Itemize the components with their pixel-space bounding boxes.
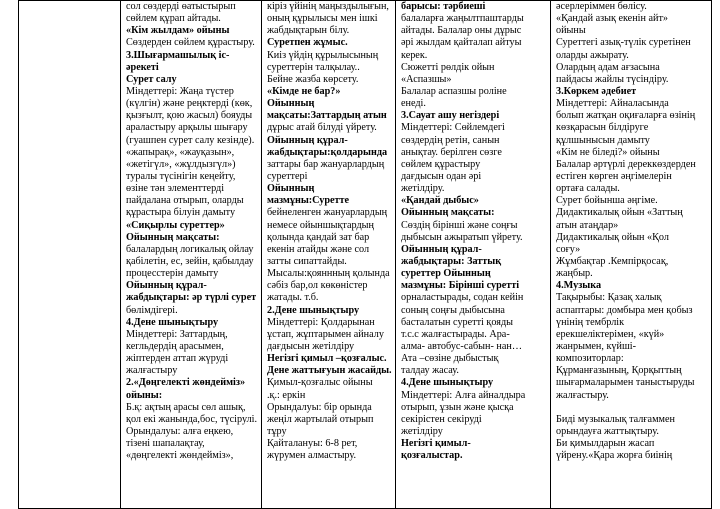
text-line: Бейне жазба көрсету.	[267, 73, 359, 85]
text-line: Сөздерден сөйлем құрастыру.	[126, 37, 255, 49]
text-line: Міндеттері: Айналасында	[556, 98, 669, 110]
text-line: т.с.с жалғастырады. Ара-	[401, 328, 510, 340]
table-cell-column-4	[396, 1, 551, 509]
text-line: талдау жасау.	[401, 365, 459, 377]
text-line: Ата –сөзіне дыбыстық	[401, 353, 499, 365]
text-line: анықтау. берілген сөзге	[401, 146, 502, 158]
text-line: жаңбыр.	[556, 268, 593, 280]
text-line: 2.«Дөңгелекті жөндейміз»	[126, 377, 246, 389]
text-line: «Кім не біледі?» ойыны	[556, 146, 660, 158]
text-line: туралы түсінігін кеңейту,	[126, 170, 236, 182]
text-line: 3.Сауат ашу негіздері	[401, 110, 500, 122]
text-line: барысы: тәрбиеші	[401, 1, 486, 12]
text-line: Қимыл-қозғалыс ойыны	[267, 377, 373, 389]
text-line	[556, 402, 708, 414]
text-line: Сурет салу	[126, 73, 177, 85]
text-line: сөздердің ретін, санын	[401, 134, 500, 146]
text-line: Қайталануы: 6-8 рет,	[267, 438, 358, 450]
text-line: әрекеті	[126, 61, 159, 73]
text-line: керек.	[401, 49, 428, 61]
text-line: аспаптары: домбыра мен қобыз	[556, 304, 693, 316]
text-line: жабдықтары:қолдарында	[267, 146, 388, 158]
text-line: әрі жылдам қайталап айтуы	[401, 37, 522, 49]
text-line: «жетігүл», «жұлдызгүл»)	[126, 158, 236, 170]
text-line: кегльдердің арасымен,	[126, 340, 224, 352]
text-line: пайдасы жайлы түсіндіру.	[556, 73, 669, 85]
text-line: сөйлем құрастыру	[401, 158, 481, 170]
text-line: сөйлем құрап айтады.	[126, 13, 221, 25]
text-line: Орындалуы: алға еңкею,	[126, 425, 234, 437]
text-line: мақсаты:Заттардың атын	[267, 110, 387, 122]
text-line: кіріз үйінің маңыздылығын,	[267, 1, 389, 12]
text-line: Балалар аспазшы роліне	[401, 85, 507, 97]
text-line: естіген көрген әңгімелерін	[556, 170, 672, 182]
table-row	[19, 1, 712, 509]
table-cell-column-5	[551, 1, 712, 509]
text-line: 4.Дене шынықтыру	[126, 316, 219, 328]
text-line: бейнеленген жануарлардың	[267, 207, 388, 219]
table-cell-column-2	[121, 1, 262, 509]
text-line: (күлгін) және реңктерді (көк,	[126, 98, 253, 110]
text-line: құлшынысын дамыту	[556, 134, 650, 146]
text-line: балаларға жаңылтпаштарды	[401, 13, 524, 25]
text-line: Биді музыкалық талғаммен	[556, 413, 675, 425]
text-line: суреттер Ойынның	[401, 268, 491, 280]
text-line: Олардың адам ағзасына	[556, 61, 660, 73]
text-line: Міндеттері: Заттардың,	[126, 328, 228, 340]
text-line: Ойынның құрал-	[267, 134, 348, 146]
text-line: суреттерін талқылау..	[267, 61, 360, 73]
text-line: Мысалы:қояннның қолында	[267, 268, 390, 280]
text-line: жанрымен, күйші-	[556, 340, 637, 352]
text-line: алма- автобус-сабын- нан…	[401, 340, 523, 352]
text-line: қозғалыстар.	[401, 450, 463, 462]
text-line: ойыны	[556, 25, 586, 37]
text-line: Б.қ: ақтың арасы сөл ашық,	[126, 401, 246, 413]
text-line: «жапырақ», «жауқазын»,	[126, 146, 235, 158]
text-line: бөлімдігері.	[126, 304, 178, 316]
text-line: Міндеттері: Сөйлемдегі	[401, 122, 505, 134]
text-line: затты сипаттайды.	[267, 255, 347, 267]
text-line: Құрманғазының, Қорқыттың	[556, 365, 682, 377]
text-line: Ойынның мақсаты:	[401, 207, 495, 219]
text-line: әсерлеріммен бөлісу.	[556, 1, 647, 12]
text-line: сәбіз бар,ол көкөністер	[267, 280, 368, 292]
text-line: балалардың логикалық ойлау	[126, 243, 254, 255]
text-line: мазмұны: Бірінші суретті	[401, 280, 520, 292]
text-line: жіптерден аттап жүруді	[126, 353, 229, 365]
text-line: Дене жаттығуын жасайды.	[267, 365, 392, 377]
text-line: қызғылт, қою жасыл) бояуды	[126, 110, 253, 122]
text-line: орындауға жаттықтыру.	[556, 425, 659, 437]
text-line: Дидактикалық ойын «Заттың	[556, 207, 683, 219]
text-line: 4.Дене шынықтыру	[401, 377, 494, 389]
text-line: соғу»	[556, 243, 581, 255]
text-line: Суретпен жұмыс.	[267, 37, 348, 49]
text-line: Ойынның құрал-	[126, 280, 207, 292]
text-line: жабдықтарын білу.	[267, 25, 350, 37]
text-line: дыбысын ажыратып үйрету.	[401, 231, 523, 243]
text-line: жатады. т.б.	[267, 292, 319, 304]
text-line: суреттері	[267, 170, 308, 182]
text-line: Би қимылдарын жасап	[556, 438, 655, 450]
text-line: заттары бар жануарлардың	[267, 158, 385, 170]
text-line: жабдықтары: Заттық	[401, 255, 502, 267]
text-line: шығармаларымен таныстыруды	[556, 377, 695, 389]
text-line: Суреттегі азық-түлік суретінен	[556, 37, 691, 49]
text-line: орналастырады, содан кейін	[401, 292, 524, 304]
text-line: Негізгі қимыл-	[401, 438, 471, 450]
text-line: жалғастыру	[126, 365, 178, 377]
text-line: «дөңгелекті жөндейміз»,	[126, 450, 234, 462]
text-line: айтады. Балалар оны дұрыс	[401, 25, 522, 37]
text-line: отырып, ұзын жәнe қысқа	[401, 401, 514, 413]
text-line: жалғастыру.	[556, 389, 609, 401]
text-line: қабілетін, ес, зейін, қабылдау	[126, 255, 254, 267]
text-line: Балалар әртүрлі дереккөздерден	[556, 158, 696, 170]
text-line: жабдықтары: әр түрлі сурет	[126, 292, 257, 304]
text-line: Ойынның	[267, 183, 315, 195]
text-line: немесе ойыншықтардың	[267, 219, 374, 231]
empty-first-column	[19, 1, 121, 509]
text-line: Негізгі қимыл –қозғалыс.	[267, 353, 387, 365]
text-line: қол екі жанында,бос, түсірулі.	[126, 413, 258, 425]
text-line: 2.Дене шынықтыру	[267, 304, 360, 316]
text-line: ерекшеліктерімен, «күй»	[556, 328, 665, 340]
text-line: «Аспазшы»	[401, 73, 452, 85]
text-line: жетілдіру	[401, 425, 443, 437]
text-line: (гуашпен сурет салу кезінде).	[126, 134, 255, 146]
text-line: енеді.	[401, 98, 426, 110]
text-line: үйрену.«Қара жорға биінің	[556, 450, 673, 462]
text-line: жетілдіру.	[401, 183, 445, 195]
text-line: .қ.: еркін	[267, 389, 306, 401]
text-line: 3.Шығармашылық іс-	[126, 49, 230, 61]
text-line: соның соңғы дыбысына	[401, 304, 505, 316]
text-line: тұру	[267, 425, 287, 437]
text-line: жүрумен алмастыру.	[267, 450, 357, 462]
text-line: болып жатқан оқиғаларға өзінің	[556, 110, 696, 122]
text-line: Ойынның	[267, 98, 315, 110]
text-line: ойыны:	[126, 389, 163, 401]
table-cell-column-3	[262, 1, 396, 509]
text-line: ұстап, жұптарымен айналу	[267, 328, 384, 340]
text-line: екенін атайды және сол	[267, 243, 370, 255]
text-line: «Кімде не бар?»	[267, 85, 341, 97]
text-line: Ойынның мақсаты:	[126, 231, 220, 243]
text-line: көзқарасын білдіруге	[556, 122, 649, 134]
lesson-plan-table	[18, 0, 712, 509]
text-line: оның құрылысы мен ішкі	[267, 13, 378, 25]
text-line: өзіне тән элементтерді	[126, 183, 225, 195]
text-line: «Қандай азық екенін айт»	[556, 13, 668, 25]
text-line: Орындалуы: бір орында	[267, 401, 372, 413]
text-line: сол сөздерді өатыстырып	[126, 1, 236, 12]
text-line: ортаға салады.	[556, 183, 620, 195]
text-line: мазмұны:Суретте	[267, 195, 350, 207]
text-line: Міндеттері: Алға айналдыра	[401, 389, 526, 401]
text-line: Тақырыбы: Қазақ халық	[556, 292, 662, 304]
text-line: «Сиқырлы суреттер»	[126, 219, 225, 231]
text-line: Киіз үйдің құрылысының	[267, 49, 379, 61]
text-line: оларды ажырату.	[556, 49, 629, 61]
text-line: тізені шапалақтау,	[126, 438, 205, 450]
text-line: дұрыс атай білуді үйрету.	[267, 122, 377, 134]
text-line: араластыру арқылы шығару	[126, 122, 248, 134]
text-line: Ойынның құрал-	[401, 243, 482, 255]
text-line: Жұмбақтар .Кемпірқосақ,	[556, 255, 669, 267]
text-line: процесстерін дамыту	[126, 268, 219, 280]
text-line: жеңіл жартылай отырып	[267, 413, 374, 425]
text-line: қолында қандай зат бар	[267, 231, 370, 243]
text-line: пайдалана отырып, оларды	[126, 195, 244, 207]
text-line: «Кім жылдам» ойыны	[126, 25, 230, 37]
text-line: Дидактикалық ойын «Қол	[556, 231, 669, 243]
text-line: Сөздің бірінші және соңғы	[401, 219, 518, 231]
text-line: Міндеттері: Жаңа түстер	[126, 85, 234, 97]
text-line: Сюжетті рөлдік ойын	[401, 61, 495, 73]
text-line: 4.Музыка	[556, 280, 602, 292]
text-line: үнінің тембрлік	[556, 316, 625, 328]
text-line: Міндеттері: Қолдарынан	[267, 316, 375, 328]
text-line: композиторлар:	[556, 353, 624, 365]
text-line: 3.Көркем әдебиет	[556, 85, 637, 97]
text-line: Сурет бойынша әңгіме.	[556, 195, 658, 207]
text-line: «Қандай дыбыс»	[401, 195, 479, 207]
text-line: құрастыра білуін дамыту	[126, 207, 236, 219]
text-line: басталатын суретті қояды	[401, 316, 513, 328]
text-line: атын атаңдар»	[556, 219, 619, 231]
text-line: дағдысын одан әрі	[401, 170, 482, 182]
text-line: секірістен секіруді	[401, 413, 482, 425]
text-line: дағдысын жетілдіру	[267, 340, 355, 352]
